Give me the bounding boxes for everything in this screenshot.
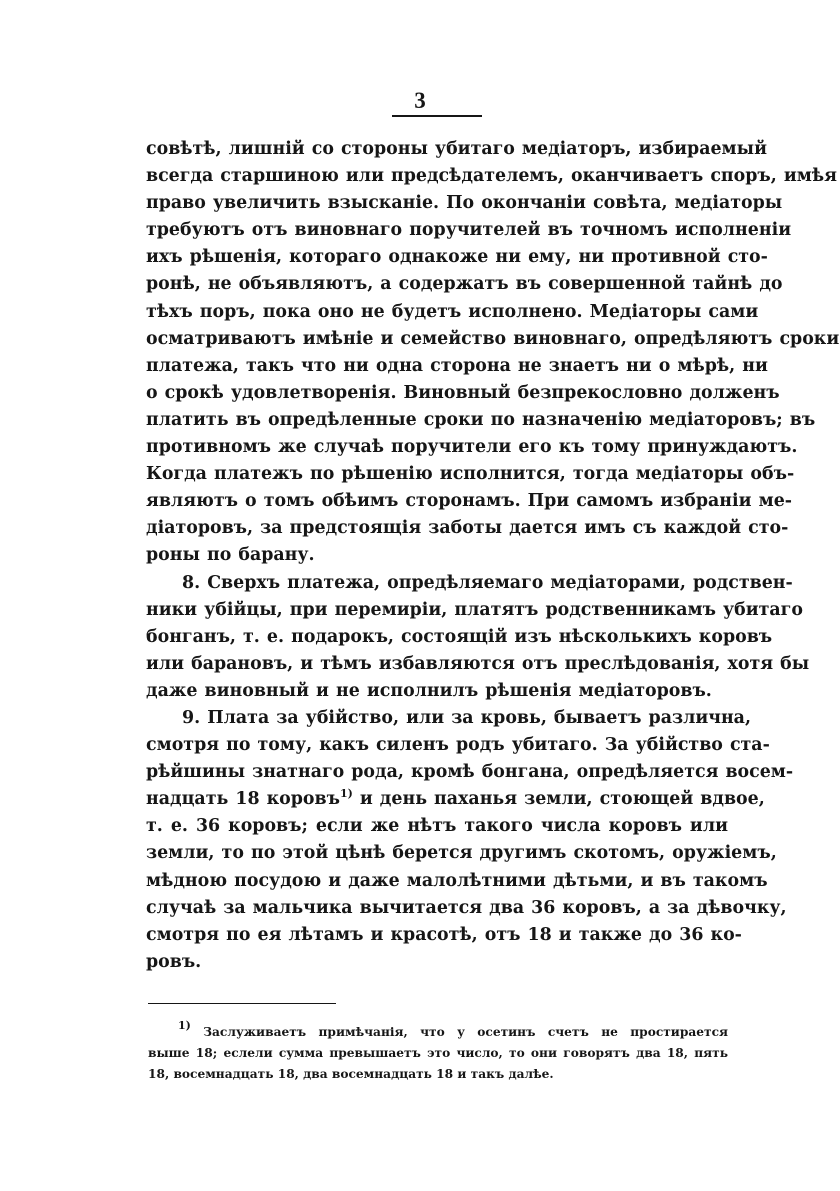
text-line: всегда старшиною или предсѣдателемъ, оканчиваетъ споръ, имѣя [146, 166, 837, 187]
text-line: тѣхъ поръ, пока оно не будетъ исполнено. Медіаторы сами [146, 301, 759, 322]
text-fragment: Заслуживаетъ примѣчанія, что у осетинъ счетъ не простирается [203, 1025, 728, 1039]
text-line-with-footnote [146, 786, 765, 813]
text-fragment: надцать 18 коровъ [146, 789, 340, 810]
page-number: 3 [414, 88, 426, 113]
footnote-line: выше 18; еслели сумма превышаетъ это число, то они говорятъ два 18, пять [148, 1046, 728, 1060]
text-line: даже виновный и не исполнилъ рѣшенія медіаторовъ. [146, 680, 712, 701]
text-line: право увеличить взысканіе. По окончаніи совѣта, медіаторы [146, 193, 783, 214]
paragraph-9 [146, 705, 794, 976]
text-line: являютъ о томъ обѣимъ сторонамъ. При самомъ избраніи ме- [146, 491, 792, 512]
text-line: противномъ же случаѣ поручители его къ тому принуждаютъ. [146, 437, 798, 458]
text-line: случаѣ за мальчика вычитается два 36 коровъ, а за дѣвочку, [146, 897, 787, 918]
text-line: рѣйшины знатнаго рода, кромѣ бонгана, опредѣляется восем- [146, 762, 794, 783]
paragraph-1 [146, 136, 840, 570]
text-line: платежа, такъ что ни одна сторона не знаетъ ни о мѣрѣ, ни [146, 355, 768, 376]
text-fragment: и день паханья земли, стоющей вдвое, [359, 789, 765, 810]
footnote-reference[interactable]: 1) [339, 787, 353, 801]
text-line: роны по барану. [146, 545, 315, 566]
footnote-line [148, 1019, 728, 1043]
footnote-marker: 1) [178, 1019, 191, 1032]
footnote-rule [148, 1003, 336, 1004]
text-line: т. е. 36 коровъ; если же нѣтъ такого числа коровъ или [146, 816, 728, 837]
text-line: осматриваютъ имѣніе и семейство виновнаго, опредѣляютъ сроки [146, 328, 840, 349]
text-line: мѣдною посудою и даже малолѣтними дѣтьми, и въ такомъ [146, 870, 768, 891]
text-line: совѣтѣ, лишній со стороны убитаго медіаторъ, избираемый [146, 139, 767, 159]
text-line: ники убійцы, при перемиріи, платятъ родственникамъ убитаго [146, 599, 803, 620]
page-number-rule [392, 115, 482, 117]
text-line: діаторовъ, за предстоящія заботы дается имъ съ каждой сто- [146, 518, 789, 539]
text-line: 9. Плата за убійство, или за кровь, бываетъ различна, [182, 707, 752, 728]
text-line: земли, то по этой цѣнѣ берется другимъ скотомъ, оружіемъ, [146, 843, 777, 864]
text-line: ронѣ, не объявляютъ, а содержатъ въ совершенной тайнѣ до [146, 274, 783, 295]
paragraph-8 [146, 570, 810, 705]
text-line: смотря по тому, какъ силенъ родъ убитаго. За убійство ста- [146, 735, 770, 756]
body-text [146, 136, 840, 976]
text-line: платить въ опредѣленные сроки по назначенію медіаторовъ; въ [146, 409, 816, 430]
text-line: ихъ рѣшенія, котораго однакоже ни ему, ни противной сто- [146, 247, 768, 268]
text-line: о срокѣ удовлетворенія. Виновный безпрекословно долженъ [146, 382, 780, 403]
text-line: ровъ. [146, 951, 202, 972]
text-line: бонганъ, т. е. подарокъ, состоящій изъ нѣсколькихъ коровъ [146, 626, 773, 647]
text-line: Когда платежъ по рѣшенію исполнится, тогда медіаторы объ- [146, 464, 795, 485]
text-line: 8. Сверхъ платежа, опредѣляемаго медіаторами, родствен- [182, 572, 793, 593]
text-line: или барановъ, и тѣмъ избавляются отъ преслѣдованія, хотя бы [146, 653, 810, 674]
text-line: смотря по ея лѣтамъ и красотѣ, отъ 18 и также до 36 ко- [146, 924, 742, 945]
text-line: требуютъ отъ виновнаго поручителей въ точномъ исполненіи [146, 220, 792, 241]
footnote [148, 1019, 728, 1085]
footnote-line: 18, восемнадцать 18, два восемнадцать 18 и такъ далѣе. [148, 1067, 554, 1081]
